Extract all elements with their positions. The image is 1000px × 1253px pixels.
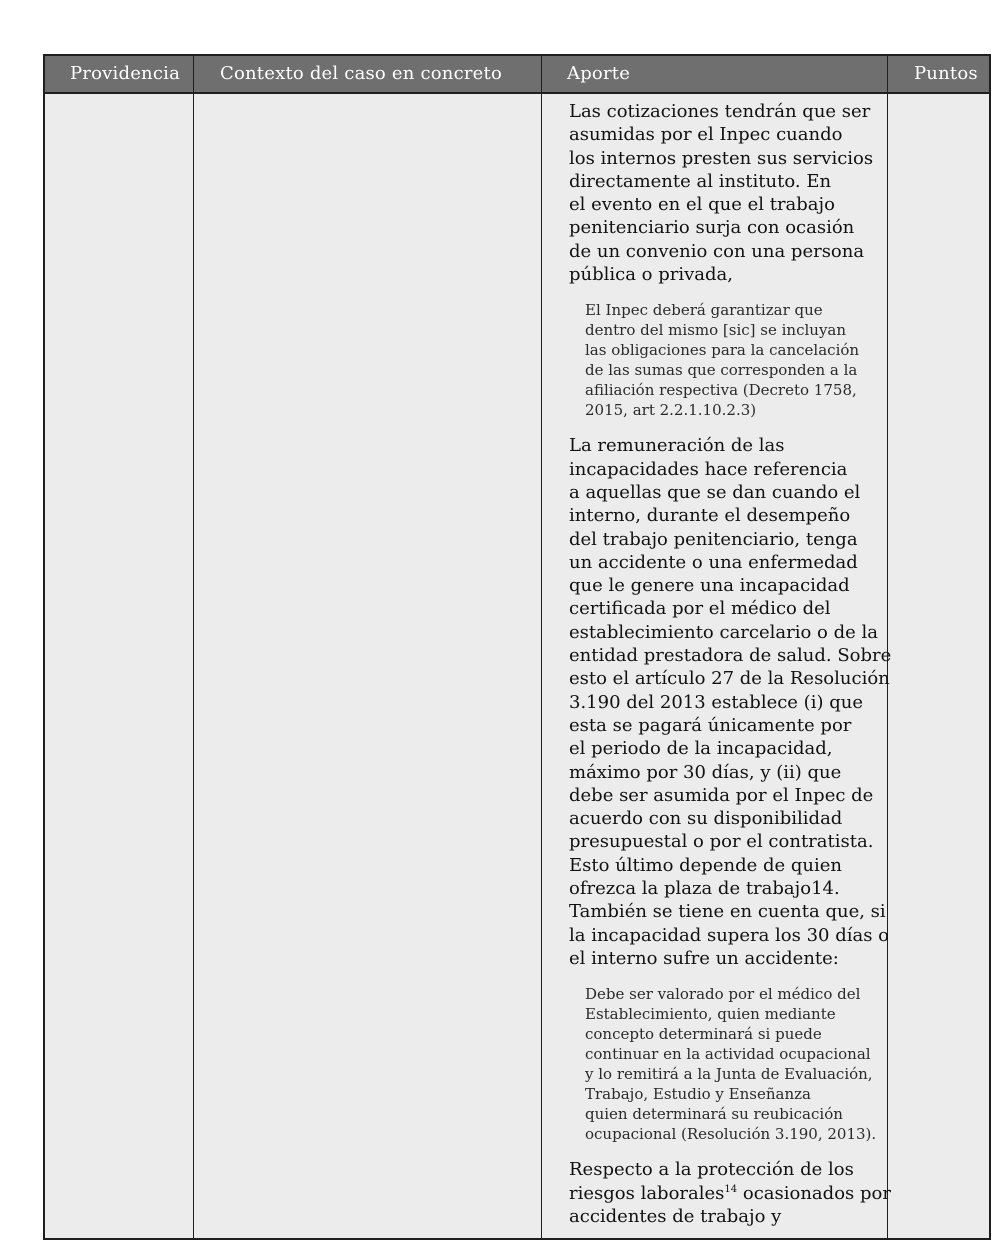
text-line: debe ser asumida por el Inpec de — [569, 784, 874, 806]
text-line: interno, durante el desempeño — [569, 505, 851, 527]
table-header-row — [45, 56, 989, 94]
quote-line: Trabajo, Estudio y Enseñanza — [585, 1085, 811, 1104]
quote-line: quien determinará su reubicación — [585, 1105, 843, 1124]
text-line: certificada por el médico del — [569, 598, 831, 620]
text-line: penitenciario surja con ocasión — [569, 217, 855, 239]
quote-line: afiliación respectiva (Decreto 1758, — [585, 381, 857, 400]
text-line: entidad prestadora de salud. Sobre — [569, 645, 892, 667]
aporte-cell — [569, 100, 892, 1242]
text-fragment: riesgos laborales — [569, 1182, 725, 1204]
text-line: ofrezca la plaza de trabajo14. — [569, 878, 840, 900]
text-line: del trabajo penitenciario, tenga — [569, 528, 858, 550]
text-line: máximo por 30 días, y (ii) que — [569, 761, 842, 783]
text-line: Esto último depende de quien — [569, 854, 842, 876]
header-puntos: Puntos — [914, 63, 978, 84]
block-quote-2 — [585, 984, 884, 1144]
quote-line: ocupacional (Resolución 3.190, 2013). — [585, 1125, 877, 1144]
text-line: el evento en el que el trabajo — [569, 194, 835, 216]
text-line: establecimiento carcelario o de la — [569, 621, 878, 643]
text-line: La remuneración de las — [569, 435, 785, 457]
text-line: esto el artículo 27 de la Resolución — [569, 668, 890, 690]
text-line: Respecto a la protección de los — [569, 1159, 854, 1181]
aporte-paragraph-1 — [569, 100, 884, 286]
text-line: pública o privada, — [569, 264, 734, 286]
quote-line: de las sumas que corresponden a la — [585, 361, 858, 380]
quote-line: las obligaciones para la cancelación — [585, 341, 860, 360]
text-line: los internos presten sus servicios — [569, 147, 874, 169]
aporte-paragraph-2 — [569, 434, 892, 970]
block-quote-1 — [585, 300, 884, 420]
text-line: También se tiene en cuenta que, si — [569, 901, 886, 923]
quote-line: continuar en la actividad ocupacional — [585, 1045, 871, 1064]
quote-line: y lo remitirá a la Junta de Evaluación, — [585, 1065, 873, 1084]
text-line: asumidas por el Inpec cuando — [569, 124, 843, 146]
header-providencia: Providencia — [70, 63, 181, 84]
text-line: que le genere una incapacidad — [569, 575, 850, 597]
quote-line: dentro del mismo [sic] se incluyan — [585, 321, 847, 340]
header-aporte: Aporte — [567, 63, 631, 84]
aporte-paragraph-3 — [569, 1158, 891, 1228]
text-line: directamente al instituto. En — [569, 170, 832, 192]
table-body-row — [45, 94, 989, 1238]
text-line: el periodo de la incapacidad, — [569, 738, 833, 760]
text-line: un accidente o una enfermedad — [569, 551, 858, 573]
quote-line: 2015, art 2.2.1.10.2.3) — [585, 401, 757, 420]
footnote-marker: 14 — [724, 1183, 738, 1195]
text-line: esta se pagará únicamente por — [569, 714, 852, 736]
text-line: 3.190 del 2013 establece (i) que — [569, 691, 863, 713]
text-line: de un convenio con una persona — [569, 240, 865, 262]
quote-line: Establecimiento, quien mediante — [585, 1005, 836, 1024]
text-line: a aquellas que se dan cuando el — [569, 481, 861, 503]
quote-line: El Inpec deberá garantizar que — [585, 301, 823, 320]
text-line — [569, 1182, 891, 1205]
text-fragment: ocasionados por — [737, 1182, 891, 1204]
text-line: incapacidades hace referencia — [569, 458, 848, 480]
text-line: presupuestal o por el contratista. — [569, 831, 874, 853]
text-line: acuerdo con su disponibilidad — [569, 808, 843, 830]
content-table — [43, 54, 991, 1240]
text-line: el interno sufre un accidente: — [569, 947, 839, 969]
header-contexto: Contexto del caso en concreto — [220, 63, 502, 84]
quote-line: concepto determinará si puede — [585, 1025, 822, 1044]
quote-line: Debe ser valorado por el médico del — [585, 985, 861, 1004]
text-line: accidentes de trabajo y — [569, 1205, 782, 1227]
text-line: la incapacidad supera los 30 días o — [569, 924, 890, 946]
text-line: Las cotizaciones tendrán que ser — [569, 101, 871, 122]
